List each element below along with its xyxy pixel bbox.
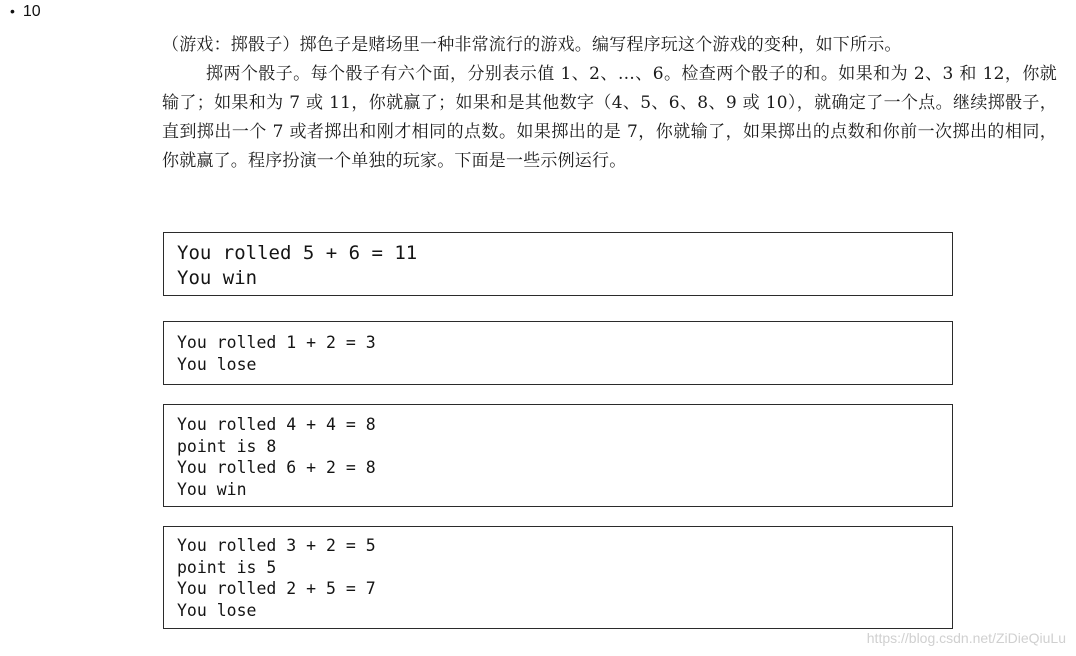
- list-item-marker: [10, 3, 41, 21]
- exercise-title-paragraph: （游戏：掷骰子）掷色子是赌场里一种非常流行的游戏。编写程序玩这个游戏的变种，如下所示。: [162, 35, 902, 55]
- sample-run-3: [163, 404, 953, 507]
- output-line: You rolled 6 + 2 = 8: [177, 458, 376, 477]
- output-line: You rolled 1 + 2 = 3: [177, 333, 376, 352]
- output-line: You win: [177, 267, 258, 289]
- sample-run-2: [163, 321, 953, 385]
- bullet-dot: •: [10, 3, 15, 19]
- sample-run-4: [163, 526, 953, 629]
- sample-run-1: [163, 232, 953, 296]
- output-line: You rolled 2 + 5 = 7: [177, 579, 376, 598]
- output-line: You rolled 3 + 2 = 5: [177, 536, 376, 555]
- list-item-number: 10: [22, 3, 41, 20]
- exercise-description: [162, 31, 1057, 176]
- output-line: You rolled 5 + 6 = 11: [177, 242, 418, 264]
- output-line: You win: [177, 479, 247, 499]
- output-line: You lose: [177, 600, 257, 620]
- output-line: point is 8: [177, 436, 277, 456]
- output-line: You rolled 4 + 4 = 8: [177, 415, 376, 434]
- output-line: point is 5: [177, 557, 277, 577]
- exercise-rules-paragraph: 掷两个骰子。每个骰子有六个面，分别表示值 1、2、…、6。检查两个骰子的和。如果和为 2、3 和 12，你就输了；如果和为 7 或 11，你就赢了；如果和是其他数字（4、5、6、8、9 或 10），就确定了一个点。继续掷骰子，直到掷出一个 7 或者掷出和刚才相同的点数。如果掷出的是 7，你就输了，如果掷出的点数和你前一次掷出的相同，你就赢了。程序扮演一个单独的玩家。下面是一些示例运行。: [162, 64, 1057, 171]
- output-line: You lose: [177, 354, 257, 374]
- watermark: https://blog.csdn.net/ZiDieQiuLu: [866, 630, 1066, 646]
